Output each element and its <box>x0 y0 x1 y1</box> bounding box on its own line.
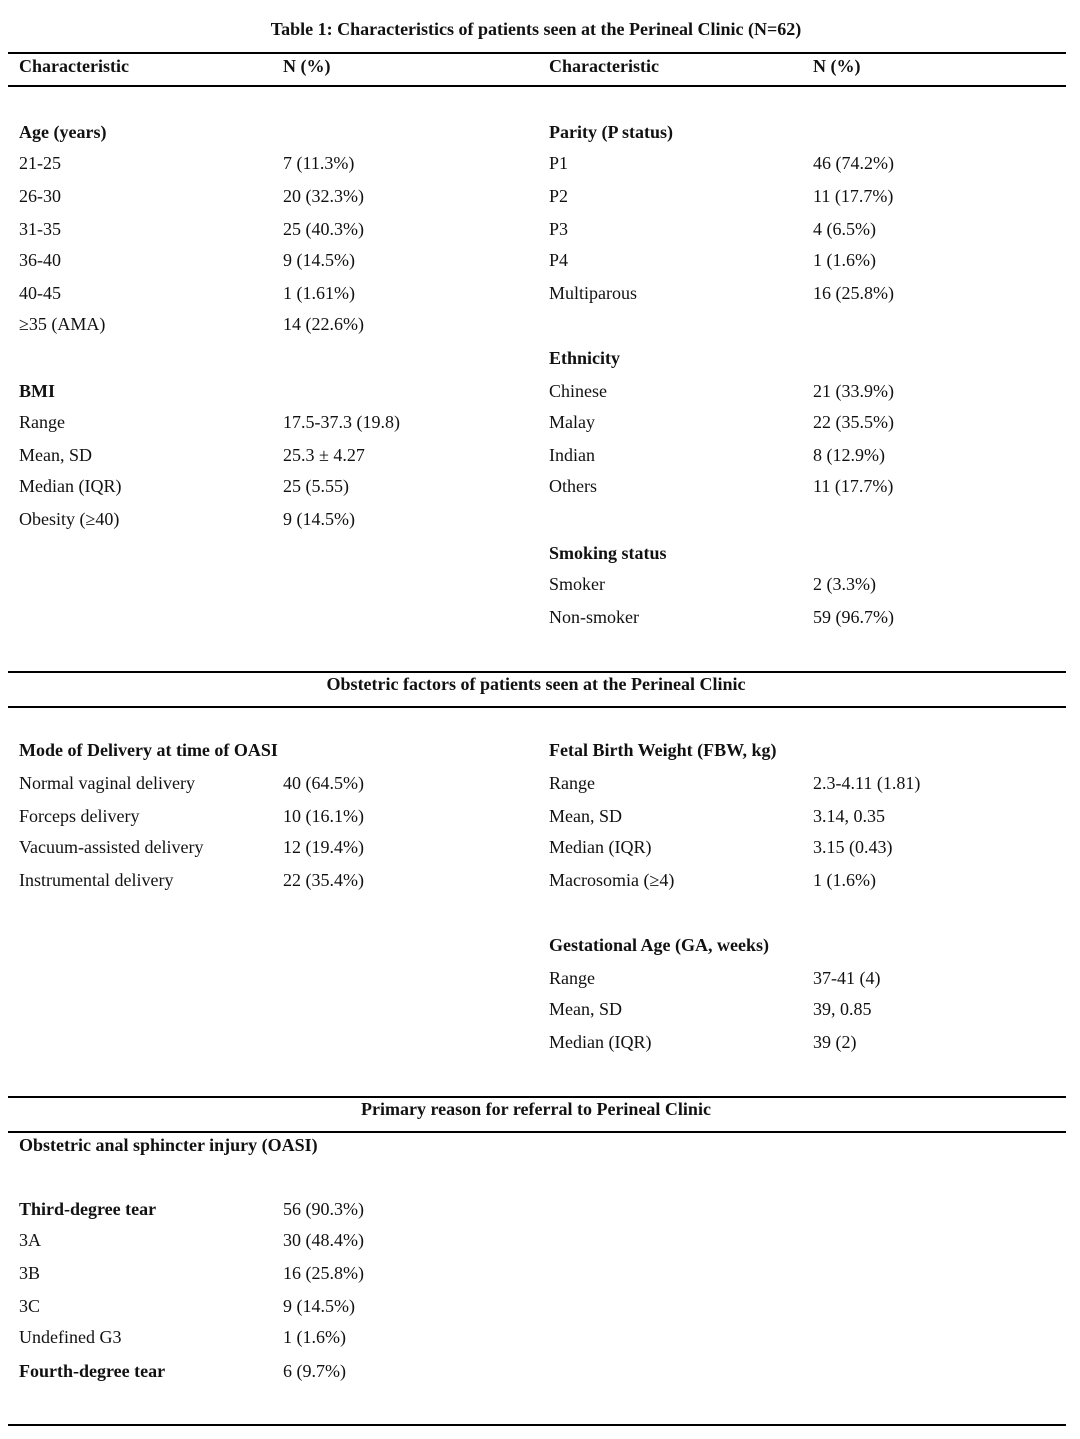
fbw-heading: Fetal Birth Weight (FBW, kg) <box>549 740 777 760</box>
section3-title: Primary reason for referral to Perineal Clinic <box>361 1099 711 1119</box>
header-characteristic-left: Characteristic <box>19 56 129 76</box>
parity-row-value: 1 (1.6%) <box>813 250 876 270</box>
section2-bottom-rule <box>8 706 1066 708</box>
delivery-heading: Mode of Delivery at time of OASI <box>19 740 278 760</box>
smoking-row-value: 59 (96.7%) <box>813 607 894 627</box>
delivery-row-label: Forceps delivery <box>19 806 140 826</box>
bmi-row-value: 25.3 ± 4.27 <box>283 445 365 465</box>
oasi-row-value: 30 (48.4%) <box>283 1230 364 1250</box>
ethnicity-row-value: 11 (17.7%) <box>813 476 894 496</box>
delivery-row-value: 10 (16.1%) <box>283 806 364 826</box>
fbw-row-value: 2.3-4.11 (1.81) <box>813 773 921 793</box>
ga-row-label: Mean, SD <box>549 999 622 1019</box>
header-n-percent-right: N (%) <box>813 56 861 76</box>
header-bottom-rule <box>8 85 1066 87</box>
parity-row-label: P1 <box>549 153 569 173</box>
bmi-row-label: Obesity (≥40) <box>19 509 120 529</box>
fbw-row-label: Median (IQR) <box>549 837 652 857</box>
delivery-row-value: 12 (19.4%) <box>283 837 364 857</box>
age-row-value: 7 (11.3%) <box>283 153 355 173</box>
delivery-row-label: Vacuum-assisted delivery <box>19 837 204 857</box>
age-row-label: 21-25 <box>19 153 61 173</box>
oasi-heading: Obstetric anal sphincter injury (OASI) <box>19 1135 318 1155</box>
oasi-row-value: 9 (14.5%) <box>283 1296 355 1316</box>
delivery-row-label: Instrumental delivery <box>19 870 174 890</box>
ethnicity-heading: Ethnicity <box>549 348 621 368</box>
parity-row-value: 46 (74.2%) <box>813 153 894 173</box>
ga-row-label: Median (IQR) <box>549 1032 652 1052</box>
bmi-row-value: 9 (14.5%) <box>283 509 355 529</box>
parity-row-label: P4 <box>549 250 569 270</box>
section3-bottom-rule <box>8 1131 1066 1133</box>
ethnicity-row-label: Others <box>549 476 597 496</box>
age-row-value: 25 (40.3%) <box>283 219 364 239</box>
third-degree-value: 56 (90.3%) <box>283 1199 364 1219</box>
age-row-label: 36-40 <box>19 250 61 270</box>
oasi-row-label: Undefined G3 <box>19 1327 122 1347</box>
fbw-row-value: 1 (1.6%) <box>813 870 876 890</box>
oasi-row-label: 3C <box>19 1296 41 1316</box>
header-characteristic-right: Characteristic <box>549 56 659 76</box>
table-bottom-rule <box>8 1424 1066 1426</box>
delivery-row-value: 40 (64.5%) <box>283 773 364 793</box>
fourth-degree-value: 6 (9.7%) <box>283 1361 346 1381</box>
age-row-value: 9 (14.5%) <box>283 250 355 270</box>
ga-row-label: Range <box>549 968 595 988</box>
ethnicity-row-value: 21 (33.9%) <box>813 381 894 401</box>
parity-heading: Parity (P status) <box>549 122 673 142</box>
age-heading: Age (years) <box>19 122 107 142</box>
parity-row-label: P2 <box>549 186 569 206</box>
oasi-row-label: 3B <box>19 1263 41 1283</box>
third-degree-label: Third-degree tear <box>19 1199 157 1219</box>
bmi-row-value: 17.5-37.3 (19.8) <box>283 412 400 432</box>
oasi-row-value: 16 (25.8%) <box>283 1263 364 1283</box>
ethnicity-row-value: 22 (35.5%) <box>813 412 894 432</box>
parity-row-value: 4 (6.5%) <box>813 219 876 239</box>
age-row-label: 31-35 <box>19 219 61 239</box>
table-title: Table 1: Characteristics of patients seen at the Perineal Clinic (N=62) <box>270 19 802 39</box>
header-n-percent-left: N (%) <box>283 56 331 76</box>
ga-row-value: 39, 0.85 <box>813 999 872 1019</box>
fbw-row-label: Macrosomia (≥4) <box>549 870 675 890</box>
fbw-row-label: Mean, SD <box>549 806 622 826</box>
age-row-value: 1 (1.61%) <box>283 283 355 303</box>
ethnicity-row-label: Indian <box>549 445 595 465</box>
parity-row-label: P3 <box>549 219 569 239</box>
age-row-value: 14 (22.6%) <box>283 314 364 334</box>
section2-title: Obstetric factors of patients seen at the Perineal Clinic <box>326 674 746 694</box>
bmi-row-value: 25 (5.55) <box>283 476 349 496</box>
oasi-row-label: 3A <box>19 1230 41 1250</box>
bmi-row-label: Range <box>19 412 65 432</box>
parity-row-label: Multiparous <box>549 283 637 303</box>
ethnicity-row-label: Malay <box>549 412 595 432</box>
parity-row-value: 11 (17.7%) <box>813 186 894 206</box>
age-row-label: 26-30 <box>19 186 61 206</box>
fourth-degree-label: Fourth-degree tear <box>19 1361 166 1381</box>
fbw-row-value: 3.14, 0.35 <box>813 806 885 826</box>
ethnicity-row-label: Chinese <box>549 381 607 401</box>
smoking-row-label: Non-smoker <box>549 607 639 627</box>
header-top-rule <box>8 52 1066 54</box>
age-row-label: 40-45 <box>19 283 61 303</box>
smoking-row-value: 2 (3.3%) <box>813 574 876 594</box>
bmi-row-label: Median (IQR) <box>19 476 122 496</box>
smoking-row-label: Smoker <box>549 574 605 594</box>
delivery-row-value: 22 (35.4%) <box>283 870 364 890</box>
smoking-heading: Smoking status <box>549 543 667 563</box>
age-row-label: ≥35 (AMA) <box>19 314 106 334</box>
delivery-row-label: Normal vaginal delivery <box>19 773 195 793</box>
ga-row-value: 37-41 (4) <box>813 968 881 988</box>
ga-row-value: 39 (2) <box>813 1032 857 1052</box>
fbw-row-label: Range <box>549 773 595 793</box>
fbw-row-value: 3.15 (0.43) <box>813 837 893 857</box>
bmi-heading: BMI <box>19 381 55 401</box>
oasi-row-value: 1 (1.6%) <box>283 1327 346 1347</box>
ethnicity-row-value: 8 (12.9%) <box>813 445 885 465</box>
bmi-row-label: Mean, SD <box>19 445 92 465</box>
parity-row-value: 16 (25.8%) <box>813 283 894 303</box>
age-row-value: 20 (32.3%) <box>283 186 364 206</box>
ga-heading: Gestational Age (GA, weeks) <box>549 935 769 955</box>
